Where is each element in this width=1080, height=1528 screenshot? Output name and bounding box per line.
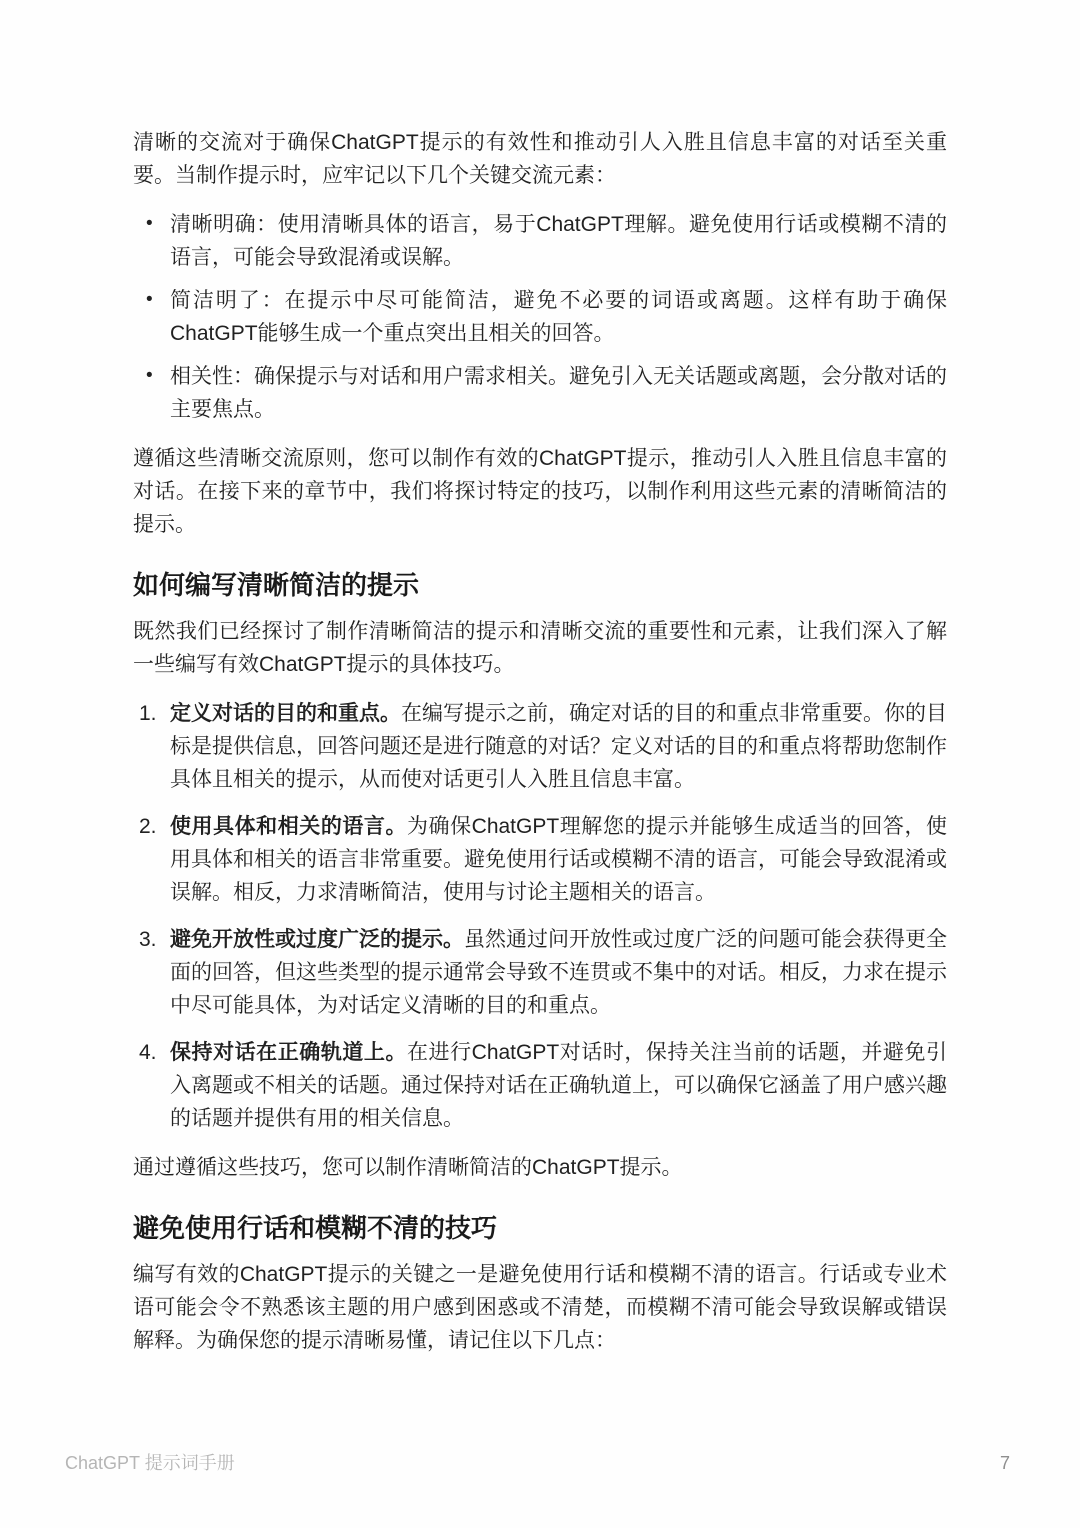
list-item: [133, 360, 947, 426]
section-heading-clear-prompts: 如何编写清晰简洁的提示: [133, 570, 420, 600]
numbered-item: [133, 810, 947, 909]
intro-paragraph: 清晰的交流对于确保ChatGPT提示的有效性和推动引人入胜且信息丰富的对话至关重要。当制作提示时，应牢记以下几个关键交流元素：: [133, 131, 947, 187]
list-item: [133, 208, 947, 274]
item-number: 2.: [139, 815, 157, 838]
numbered-item-text: [170, 928, 947, 1017]
item-number: 1.: [139, 702, 157, 725]
numbered-item-text: [170, 815, 947, 904]
bullet-icon: •: [146, 289, 153, 310]
item-lead: 定义对话的目的和重点。: [170, 702, 401, 725]
section1-intro-paragraph: 既然我们已经探讨了制作清晰简洁的提示和清晰交流的重要性和元素，让我们深入了解一些编写有效ChatGPT提示的具体技巧。: [133, 620, 947, 676]
section1-closing-paragraph: 通过遵循这些技巧，您可以制作清晰简洁的ChatGPT提示。: [133, 1156, 683, 1179]
list-item-text: 相关性：确保提示与对话和用户需求相关。避免引入无关话题或离题，会分散对话的主要焦点。: [170, 365, 947, 421]
item-lead: 避免开放性或过度广泛的提示。: [170, 928, 464, 951]
numbered-item-text: [170, 702, 947, 791]
item-number: 4.: [139, 1041, 157, 1064]
item-number: 3.: [139, 928, 157, 951]
list-item-text: 清晰明确：使用清晰具体的语言，易于ChatGPT理解。避免使用行话或模糊不清的语言，可能会导致混淆或误解。: [170, 213, 947, 269]
item-lead: 使用具体和相关的语言。: [170, 815, 408, 838]
numbered-item-text: [170, 1041, 947, 1130]
bullet-icon: •: [146, 365, 153, 386]
numbered-item: [133, 1036, 947, 1135]
section-heading-avoid-jargon: 避免使用行话和模糊不清的技巧: [133, 1213, 498, 1243]
item-lead: 保持对话在正确轨道上。: [170, 1041, 408, 1064]
communication-elements-list: [133, 208, 947, 426]
item-body: 为确保ChatGPT理解您的提示并能够生成适当的回答，使用具体和相关的语言非常重要。避免使用行话或模糊不清的语言，可能会导致混淆或误解。相反，力求清晰简洁，使用与讨论主题相关的语言。: [170, 815, 948, 904]
section2-intro-paragraph: 编写有效的ChatGPT提示的关键之一是避免使用行话和模糊不清的语言。行话或专业术语可能会令不熟悉该主题的用户感到困惑或不清楚，而模糊不清可能会导致误解或错误解释。为确保您的提示清晰易懂，请记住以下几点：: [133, 1263, 947, 1352]
prompt-tips-list: [133, 697, 947, 1135]
item-body: 虽然通过问开放性或过度广泛的问题可能会获得更全面的回答，但这些类型的提示通常会导致不连贯或不集中的对话。相反，力求在提示中尽可能具体，为对话定义清晰的目的和重点。: [170, 928, 947, 1017]
item-body: 在进行ChatGPT对话时，保持关注当前的话题，并避免引入离题或不相关的话题。通过保持对话在正确轨道上，可以确保它涵盖了用户感兴趣的话题并提供有用的相关信息。: [170, 1041, 948, 1130]
page-footer: [0, 1448, 1080, 1478]
book-title: ChatGPT 提示词手册: [65, 1453, 235, 1473]
list-item-text: 简洁明了：在提示中尽可能简洁，避免不必要的词语或离题。这样有助于确保ChatGPT能够生成一个重点突出且相关的回答。: [170, 289, 947, 345]
list-item: [133, 284, 947, 350]
after-bullets-paragraph: 遵循这些清晰交流原则，您可以制作有效的ChatGPT提示，推动引人入胜且信息丰富的对话。在接下来的章节中，我们将探讨特定的技巧，以制作利用这些元素的清晰简洁的提示。: [133, 447, 947, 536]
page-content: [133, 126, 947, 1373]
numbered-item: [133, 697, 947, 796]
bullet-icon: •: [146, 213, 153, 234]
page-number: 7: [999, 1453, 1010, 1473]
numbered-item: [133, 923, 947, 1022]
item-body: 在编写提示之前，确定对话的目的和重点非常重要。你的目标是提供信息，回答问题还是进行随意的对话？定义对话的目的和重点将帮助您制作具体且相关的提示，从而使对话更引人入胜且信息丰富。: [170, 702, 947, 791]
